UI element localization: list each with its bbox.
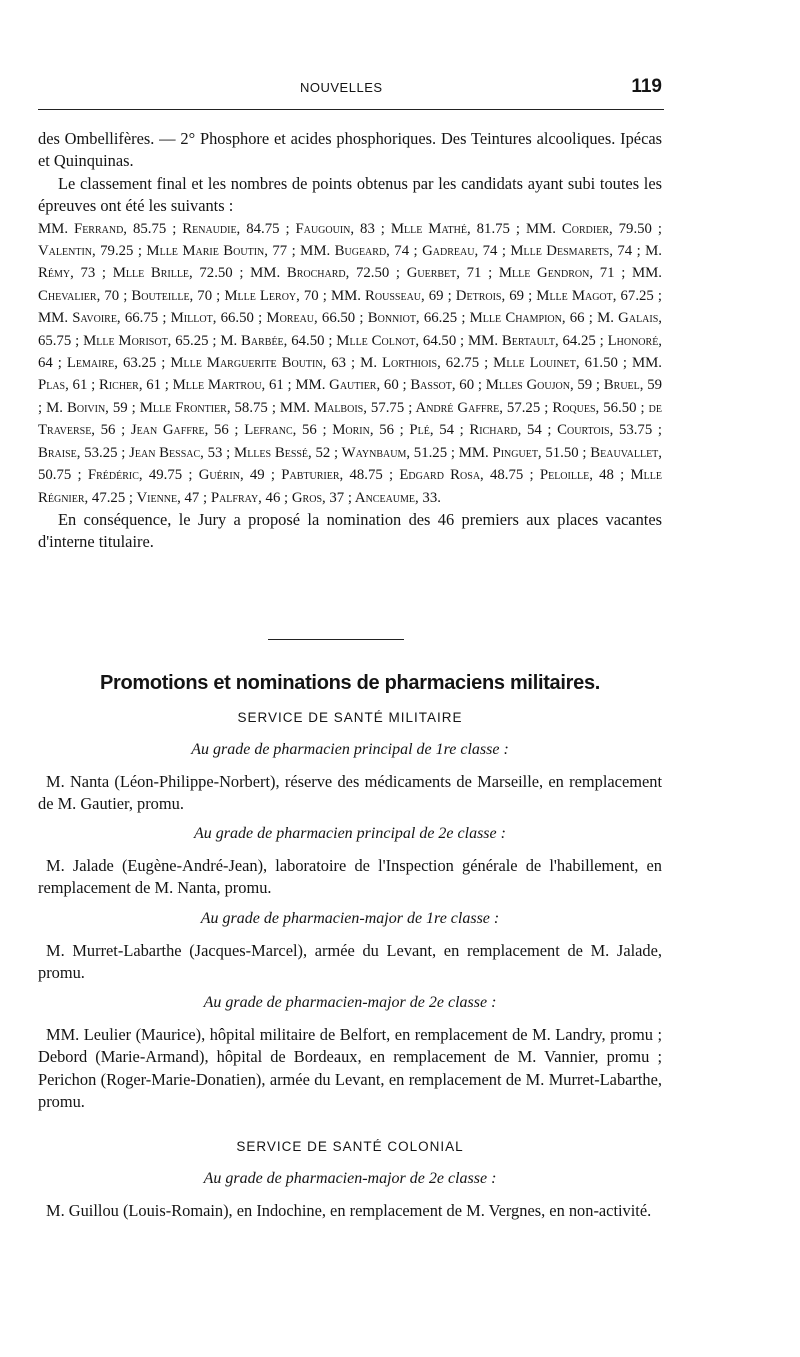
article-heading: Promotions et nominations de pharmaciens militaires. [99, 672, 601, 694]
section-divider [268, 639, 404, 640]
nomination-entry-2: M. Jalade (Eugène-André-Jean), laboratoire de l'Inspection générale de l'habillement, en remplacement de M. Nanta, promu. [38, 856, 662, 898]
ranking-intro: Le classement final et les nombres de points obtenus par les candidats ayant subi toutes les épreuves ont été les suivants : [38, 173, 662, 216]
section-military: SERVICE DE SANTÉ MILITAIRE [237, 710, 463, 725]
page-number: 119 [631, 76, 662, 97]
intro-paragraph: des Ombellifères. — 2° Phosphore et acides phosphoriques. Des Teintures alcooliques. Ipécas et Quinquinas. [38, 129, 662, 171]
nomination-entry-5: M. Guillou (Louis-Romain), en Indochine, en remplacement de M. Vergnes, en non-activité. [46, 1201, 652, 1220]
nomination-entry-1: M. Nanta (Léon-Philippe-Norbert), réserve des médicaments de Marseille, en remplacement de M. Gautier, promu. [38, 772, 662, 814]
page-header [38, 76, 662, 102]
nomination-entry-4: MM. Leulier (Maurice), hôpital militaire de Belfort, en remplacement de M. Landry, promu ; Debord (Marie-Armand), hôpital de Bordeaux, en remplacement de M. Vannier, promu ; Perichon (Roger-Marie-Donatien), armée du Levant, en remplacement de M. Murret-Labarthe, promu. [38, 1025, 662, 1112]
running-title: NOUVELLES [300, 80, 383, 95]
grade-heading-1: Au grade de pharmacien principal de 1re classe : [191, 741, 509, 758]
header-rule [38, 109, 664, 110]
conclusion-paragraph: En conséquence, le Jury a proposé la nomination des 46 premiers aux places vacantes d'interne titulaire. [38, 509, 662, 552]
grade-heading-2: Au grade de pharmacien principal de 2e classe : [194, 825, 506, 842]
grade-heading-4: Au grade de pharmacien-major de 2e classe : [203, 994, 497, 1011]
ranking-list: MM. Ferrand, 85.75 ; Renaudie, 84.75 ; Faugouin, 83 ; Mlle Mathé, 81.75 ; MM. Cordier, 79.50 ; Valentin, 79.25 ; Mlle Marie Boutin, 77 ; MM. Bugeard, 74 ; Gadreau, 74 ; Mlle Desmarets, 74 ; M. Rémy, 73 ; Mlle Brille, 72.50 ; MM. Brochard, 72.50 ; Guerbet, 71 ; Mlle Gendron, 71 ; MM. Chevalier, 70 ; Bouteille, 70 ; Mlle Leroy, 70 ; MM. Rousseau, 69 ; Detrois, 69 ; Mlle Magot, 67.25 ; MM. Savoire, 66.75 ; Millot, 66.50 ; Moreau, 66.50 ; Bonniot, 66.25 ; Mlle Champion, 66 ; M. Galais, 65.75 ; Mlle Morisot, 65.25 ; M. Barbée, 64.50 ; Mlle Colnot, 64.50 ; MM. Bertault, 64.25 ; Lhonoré, 64 ; Lemaire, 63.25 ; Mlle Marguerite Boutin, 63 ; M. Lorthiois, 62.75 ; Mlle Louinet, 61.50 ; MM. Plas, 61 ; Richer, 61 ; Mlle Martrou, 61 ; MM. Gautier, 60 ; Bassot, 60 ; Mlles Goujon, 59 ; Bruel, 59 ; M. Boivin, 59 ; Mlle Frontier, 58.75 ; MM. Malbois, 57.75 ; André Gaffre, 57.25 ; Roques, 56.50 ; de Traverse, 56 ; Jean Gaffre, 56 ; Lefranc, 56 ; Morin, 56 ; Plé, 54 ; Richard, 54 ; Courtois, 53.75 ; Braise, 53.25 ; Jean Bessac, 53 ; Mlles Bessé, 52 ; Waynbaum, 51.25 ; MM. Pinguet, 51.50 ; Beauvallet, 50.75 ; Frédéric, 49.75 ; Guérin, 49 ; Pabturier, 48.75 ; Edgard Rosa, 48.75 ; Peloille, 48 ; Mlle Régnier, 47.25 ; Vienne, 47 ; Palfray, 46 ; Gros, 37 ; Anceaume, 33. [38, 220, 662, 506]
grade-heading-3: Au grade de pharmacien-major de 1re classe : [200, 910, 500, 927]
article-body [38, 128, 662, 554]
grade-heading-5: Au grade de pharmacien-major de 2e classe : [203, 1170, 497, 1187]
nomination-entry-3: M. Murret-Labarthe (Jacques-Marcel), armée du Levant, en remplacement de M. Jalade, promu. [38, 941, 662, 983]
section-colonial: SERVICE DE SANTÉ COLONIAL [236, 1139, 464, 1154]
